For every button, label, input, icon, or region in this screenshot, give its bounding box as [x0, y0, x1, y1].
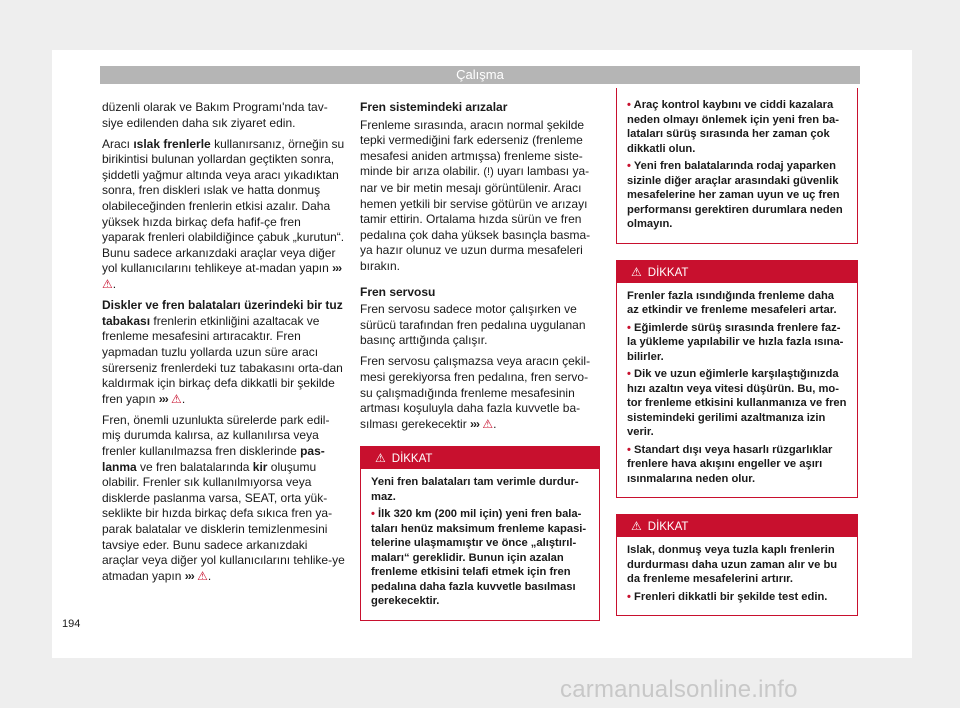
text: Standart dışı veya hasarlı rüzgarlıklar frenlere hava akışını engeller ve aşırı ısınmalarına neden olur. [627, 443, 833, 485]
paragraph: Aracı ıslak frenlerle kullanırsanız, örneğin su birikintisi bulunan yollardan geçtikten sonra, şiddetli yağmur altında veya aracı yıkadıktan sonra, fren diskleri ıslak ve hatta donmuş olabileceğinden frenlerin etkisi azalır. Daha yüksek hızda birkaç defa hafif-çe fren yaparak frenleri olabildiğince çabuk „kurutun“. Bunu sadece arkanızdaki araçlar veya diğer yol kullanıcılarını tehlikeye at-madan yapın ››› ⚠. [102, 136, 345, 292]
reference-arrows[interactable]: ››› [470, 416, 480, 431]
warning-box-header [617, 515, 857, 537]
warning-text: Islak, donmuş veya tuzla kaplı frenlerin durdurması daha uzun zaman alır ve bu da frenleme mesafelerini artırır. [627, 544, 838, 585]
warning-text: Frenler fazla ısındığında frenleme daha az etkindir ve frenleme mesafeleri artar. [627, 289, 837, 316]
text: ve fren balatalarında [136, 459, 253, 474]
warning-bullet [627, 159, 847, 232]
text: Yeni fren balatalarında rodaj yaparken sizinle diğer araçlar arasındaki güvenlik mesafelerine her zaman uyun ve uç fren performansı gerektiren durumlara neden olmayın. [627, 160, 843, 230]
bold-text: kir [252, 459, 268, 474]
text: Frenleri dikkatli bir şekilde test edin. [634, 590, 828, 603]
warning-bullet [371, 507, 589, 609]
warning-icon: ⚠ [171, 391, 182, 406]
text: düzenli olarak ve Bakım Programı'nda tav-siye edilenden daha sık ziyaret edin. [102, 100, 328, 130]
warning-icon: ⚠ [102, 277, 113, 292]
warning-bullet [627, 367, 847, 440]
column-right [616, 94, 858, 616]
warning-box-body [617, 537, 857, 615]
warning-box [360, 446, 600, 621]
paragraph: Fren servosu çalışmazsa veya aracın çekil-mesi gerekiyorsa fren pedalına, fren servo-su çalışmadığında frenleme mesafesinin artması koşuluyla daha fazla kuvvetle ba-sılması gerekecektir ››› ⚠. [360, 354, 591, 431]
paragraph [102, 100, 346, 131]
column-left [102, 100, 346, 590]
warning-box-continued [616, 88, 858, 244]
brake-warning-lamp-icon: (!) [483, 166, 494, 179]
text: frenlerin etkinliğini azaltacak ve frenleme mesafesini artıracaktır. Fren yapmadan tuzlu yollarda uzun süre aracı sürerseniz frenlerdeki tuz tabakasını orta-dan kaldırmak için birkaç defa dikkatli bir şekilde fren yapın [102, 313, 343, 406]
bold-text: pas-lanma [102, 443, 325, 474]
warning-icon: ⚠ [631, 264, 642, 279]
warning-icon: ⚠ [482, 416, 494, 431]
warning-text: Yeni fren balataları tam verimle durdur-maz. [371, 476, 579, 503]
text: Eğimlerde sürüş sırasında frenlere faz-la yükleme yapılabilir ve hızla fazla ısına-bilirler. [627, 321, 844, 363]
warning-icon: ⚠ [631, 519, 642, 533]
warning-bullet [627, 321, 847, 365]
text: Araç kontrol kaybını ve ciddi kazalara neden olmayı önlemek için yeni fren ba-lataları sürüş sırasında her zaman çok dikkatli olun. [627, 99, 839, 155]
page-header: Çalışma [100, 66, 860, 84]
bullet-icon: • [627, 99, 631, 111]
section-heading: Fren sistemindeki arızalar [360, 100, 508, 114]
text: Fren servosu çalışmazsa veya aracın çekil-mesi gerekiyorsa fren pedalına, fren servo-su çalışmadığında frenleme mesafesinin artması koşuluyla daha fazla kuvvetle ba-sılması gerekecektir [360, 354, 591, 431]
text: Dik ve uzun eğimlerle karşılaştığınızda hızı azaltın veya vitesi düşürün. Bu, mo-tor frenleme etkisini kullanmanıza ve fren sistemindeki gerilimi azaltmanıza izin verir. [627, 368, 847, 438]
text: Fren, önemli uzunlukta sürelerde park edil-miş durumda kalırsa, az kullanılırsa veya frenler kullanılmazsa fren disklerinde [102, 412, 330, 458]
warning-icon: ⚠ [375, 451, 386, 466]
warning-icon: ⚠ [197, 568, 208, 583]
bullet-icon: • [627, 321, 631, 334]
watermark: carmanualsonline.info [560, 676, 798, 703]
warning-bullet [627, 443, 847, 487]
reference-arrows[interactable]: ››› [332, 261, 342, 276]
warning-bullet [627, 98, 847, 156]
bullet-icon: • [627, 590, 631, 603]
page-number: 194 [62, 618, 81, 630]
warning-box-header [361, 447, 599, 469]
warning-box [616, 260, 858, 499]
text: İlk 320 km (200 mil için) yeni fren bala-taları henüz maksimum frenleme kapasi-telerine ulaşmamıştır ve önce „alıştırıl-maları“ gereklidir. Bunun için azalan frenleme etkisini telafi etmek için fren pedalına daha fazla kuvvetle basılması gerekecektir. [371, 508, 587, 608]
warning-box [616, 514, 858, 616]
reference-arrows[interactable]: ››› [184, 568, 194, 583]
warning-box-header [617, 261, 857, 283]
bullet-icon: • [627, 368, 631, 380]
text: Frenleme sırasında, aracın normal şekilde tepki vermediğini fark ederseniz (frenleme mesafesi aniden artmışsa) frenleme siste-minde bir arıza olabilir. [360, 117, 585, 179]
warning-title: DİKKAT [391, 453, 433, 466]
text: Aracı [102, 136, 134, 151]
reference-arrows[interactable]: ››› [158, 391, 168, 406]
warning-title: DİKKAT [647, 521, 689, 533]
warning-bullet [627, 590, 847, 605]
bold-text: Diskler ve fren balataları üzerindeki bir tuz tabakası [102, 298, 343, 328]
section-heading: Fren servosu [360, 284, 436, 299]
column-middle [360, 100, 600, 621]
paragraph [360, 118, 600, 275]
bullet-icon: • [627, 443, 631, 456]
bullet-icon: • [371, 508, 375, 521]
paragraph: Fren servosu sadece motor çalışırken ve sürücü tarafından fren pedalına uygulanan basınç arttığında çalışır. [360, 302, 586, 348]
text: uyarı lambası ya-nar ve bir metin mesajı görüntülenir. Aracı hemen yetkili bir servise götürün ve arızayı tamir ettirin. Ortalama hızda sürün ve fren pedalına çok daha yüksek basınçla basma-ya hazır olunuz ve uzun durma mesafeleri bırakın. [360, 164, 591, 273]
paragraph: Fren, önemli uzunlukta sürelerde park edil-miş durumda kalırsa, az kullanılırsa veya frenler kullanılmazsa fren disklerinde pas-lanma ve fren balatalarında kir oluşumu olabilir. Frenler sık kullanılmıyorsa veya disklerde paslanma varsa, SEAT, orta yük-seklikte bir hızda birkaç defa sıkıca fren ya-parak balatalar ve disklerin temizlenmesini tavsiye eder. Bunu sadece arkanızdaki araçlar veya diğer yol kullanıcılarını tehlike-ye atmadan yapın ››› ⚠. [102, 412, 345, 583]
text: oluşumu olabilir. Frenler sık kullanılmıyorsa veya disklerde paslanma varsa, SEAT, orta yük-seklikte bir hızda birkaç defa sıkıca fren ya-parak balatalar ve disklerin temizlenmesini tavsiye eder. Bunu sadece arkanızdaki araçlar veya diğer yol kullanıcılarını tehlike-ye atmadan yapın [102, 459, 345, 583]
bold-text: ıslak frenlerle [133, 136, 211, 151]
warning-box-body [361, 469, 599, 620]
warning-title: DİKKAT [647, 266, 689, 279]
paragraph: Diskler ve fren balataları üzerindeki bir tuz tabakası frenlerin etkinliğini azaltacak ve frenleme mesafesini artıracaktır. Fren yapmadan tuzlu yollarda uzun süre aracı sürerseniz frenlerdeki tuz tabakasını orta-dan kaldırmak için birkaç defa dikkatli bir şekilde fren yapın ››› ⚠. [102, 298, 343, 406]
warning-box-body [617, 88, 857, 243]
bullet-icon: • [627, 160, 631, 172]
warning-box-body [617, 283, 857, 498]
text: kullanırsanız, örneğin su birikintisi bulunan yollardan geçtikten sonra, şiddetli yağmur altında veya aracı yıkadıktan sonra, fren diskleri ıslak ve hatta donmuş olabileceğinden frenlerin etkisi azalır. Daha yüksek hızda birkaç defa hafif-çe fren yaparak frenleri olabildiğince çabuk „kurutun“. Bunu sadece arkanızdaki araçlar veya diğer yol kullanıcılarını tehlikeye at-madan yapın [102, 136, 345, 276]
